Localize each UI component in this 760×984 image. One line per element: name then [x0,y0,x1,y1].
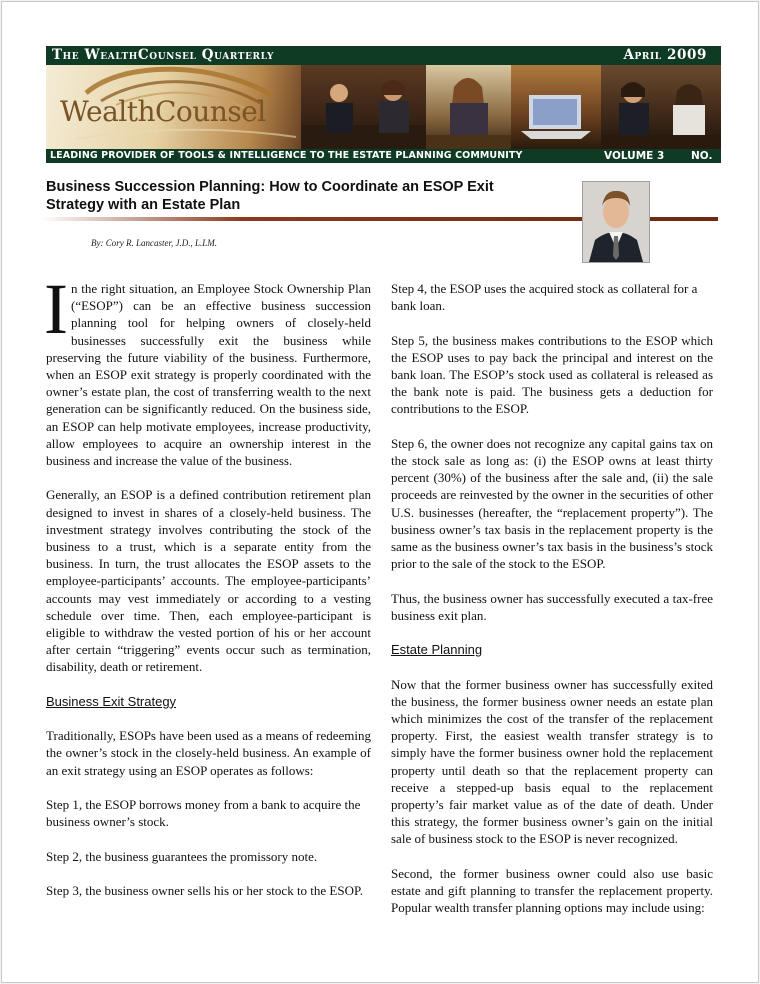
article-headline [46,178,546,214]
issue-number: NO. 2 [691,150,713,174]
photo-meeting-2 [426,65,511,149]
newsletter-page [1,1,759,983]
photo-laptop [511,65,601,149]
step-4-paragraph: Step 4, the ESOP uses the acquired stock as collateral for a bank loan. [391,281,698,314]
article-column-left [44,269,371,916]
people-photo-graphic [426,65,511,149]
article-byline: By: Cory R. Lancaster, J.D., L.LM. [91,238,217,248]
headline-line-1: Business Succession Planning: How to Coordinate an ESOP Exit [46,179,494,195]
photo-meeting-3 [601,65,721,149]
author-portrait [582,181,650,263]
photo-meeting-1 [301,65,426,149]
summary-paragraph: Thus, the business owner has successfully executed a tax-free business exit plan. [391,590,713,623]
step-2-paragraph: Step 2, the business guarantees the promissory note. [46,848,318,864]
section-heading-exit-strategy: Business Exit Strategy [46,693,177,709]
step-6-paragraph: Step 6, the owner does not recognize any capital gains tax on the stock sale as long as: (i) the ESOP owns at least thirty percent (30%) of the business after the sale and, (ii) the sale proceeds are reinvested by the owner in the securities of other U.S. businesses (hereafter, the “replacement property”). The business owner’s tax basis in the replacement property is the same as the business owner’s tax basis in the business’s stock prior to the sale of the stock to the ESOP. [391,435,713,572]
intro-text: n the right situation, an Employee Stock Ownership Plan (“ESOP”) can be an effective business succession planning tool for helping owners of closely-held businesses successfully exit the business while preserving the future viability of the business. Furthermore, when an ESOP exit strategy is properly coordinated with the owner’s estate plan, the cost of transferring wealth to the next generation can be significantly reduced. On the business side, an ESOP can help motivate employees, increase productivity, allow employees to acquire an ownership interest in the business and increase the value of the business. [46,281,371,469]
logo-panel [46,65,301,149]
intro-paragraph [44,269,371,469]
author-photo-graphic [583,182,649,262]
step-3-paragraph: Step 3, the business owner sells his or her stock to the ESOP. [46,883,364,899]
step-5-paragraph: Step 5, the business makes contributions to the ESOP which the ESOP uses to pay back the principal and interest on the bank loan. The ESOP’s stock used as collateral is released as the bank note is paid. The business gets a deduction for contributions to the ESOP. [391,332,713,417]
drop-cap: I [44,269,68,349]
masthead-tagline-bar [46,149,721,174]
masthead [46,46,721,174]
article-column-right [391,280,713,934]
exit-strategy-intro-paragraph: Traditionally, ESOPs have been used as a means of redeeming the owner’s stock in the closely-held business. An example of an exit strategy using an ESOP operates as follows: [46,728,371,778]
people-photo-graphic [301,65,426,149]
section-heading-estate-planning: Estate Planning [391,642,483,658]
masthead-banner [46,65,721,149]
gift-planning-paragraph: Second, the former business owner could also use basic estate and gift planning to transfer the replacement property. Popular wealth transfer planning options may include using: [391,865,713,916]
laptop-photo-graphic [511,65,601,149]
volume-label: VOLUME 3 [604,150,665,162]
tagline: LEADING PROVIDER OF TOOLS & INTELLIGENCE TO THE ESTATE PLANNING COMMUNITY [50,150,523,161]
logo-wordmark: WealthCounsel [60,95,266,128]
esop-definition-paragraph: Generally, an ESOP is a defined contribution retirement plan designed to invest in shares of a closely-held business. The investment strategy involves contributing the stock of the business to a trust, which is a separate entity from the business. In turn, the trust allocates the ESOP assets to the employee-participants’ accounts. The employee-participants’ accounts may vest immediately or according to a vesting schedule over time. Then, each employee-participant is eligible to withdraw the vested portion of his or her account after certain “triggering” events occur such as termination, disability, death or retirement. [46,487,371,675]
headline-line-2: Strategy with an Estate Plan [46,197,241,213]
estate-planning-paragraph: Now that the former business owner has successfully exited the business, the former business owner needs an estate plan which minimizes the cost of the transfer of the replacement property. First, the easiest wealth transfer strategy is to simply have the former business owner hold the replacement property until death so that the replacement property can receive a stepped-up basis equal to the replacement property’s fair market value as of the date of death. Under this strategy, the former business owner’s gain on the initial sale of business stock to the ESOP is never recognized. [391,676,713,847]
issue-date: April 2009 [623,47,707,63]
newsletter-title: The WealthCounsel Quarterly [52,47,275,63]
people-photo-graphic [601,65,721,149]
step-1-paragraph: Step 1, the ESOP borrows money from a bank to acquire the business owner’s stock. [46,797,361,830]
masthead-title-bar [46,46,721,65]
